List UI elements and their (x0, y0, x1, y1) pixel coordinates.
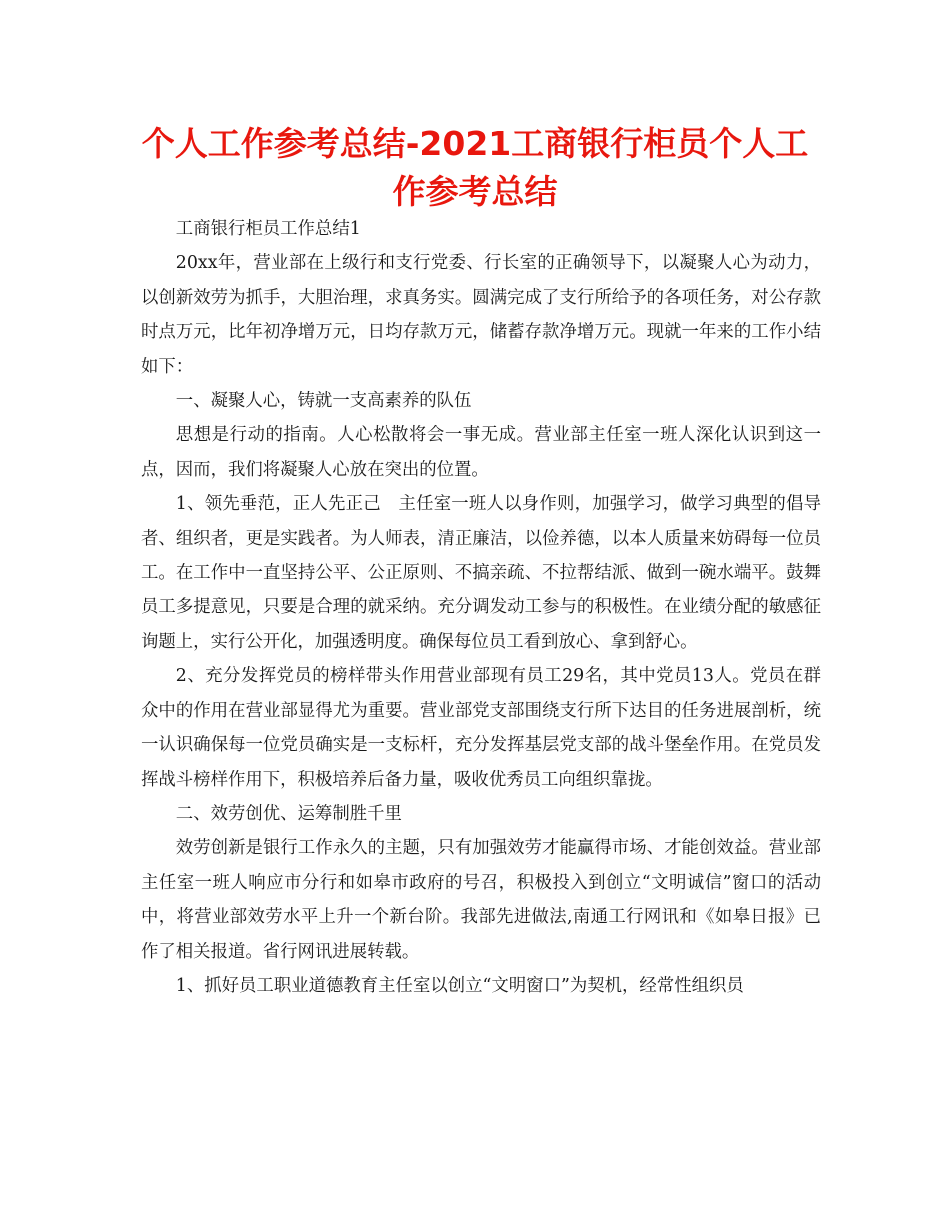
body-paragraph: 2、充分发挥党员的榜样带头作用营业部现有员工29名，其中党员13人。党员在群众中的作用在营业部显得尤为重要。营业部党支部围绕支行所下达目的任务进展剖析，统一认识确保每一位党员确实是一支标杆，充分发挥基层党支部的战斗堡垒作用。在党员发挥战斗榜样作用下，积极培养后备力量，吸收优秀员工向组织靠拢。 (141, 666, 821, 790)
body-paragraph: 1、领先垂范，正人先正己 主任室一班人以身作则，加强学习，做学习典型的倡导者、组织者，更是实践者。为人师表，清正廉洁，以俭养德，以本人质量来妨碍每一位员工。在工作中一直坚持公平、公正原则、不搞亲疏、不拉帮结派、做到一碗水端平。鼓舞员工多提意见，只要是合理的就采纳。充分调发动工参与的积极性。在业绩分配的敏感征询题上，实行公开化，加强透明度。确保每位员工看到放心、拿到舒心。 (141, 494, 821, 652)
body-paragraph: 效劳创新是银行工作永久的主题，只有加强效劳才能赢得市场、才能创效益。营业部主任室一班人响应市分行和如皋市政府的号召，积极投入到创立“文明诚信”窗口的活动中，将营业部效劳水平上升一个新台阶。我部先进做法,南通工行网讯和《如皋日报》已作了相关报道。省行网讯进展转载。 (141, 838, 821, 962)
body-paragraph: 20xx年，营业部在上级行和支行党委、行长室的正确领导下，以凝聚人心为动力，以创新效劳为抓手，大胆治理，求真务实。圆满完成了支行所给予的各项任务，对公存款时点万元，比年初净增万元，日均存款万元，储蓄存款净增万元。现就一年来的工作小结如下： (141, 253, 821, 377)
body-paragraph: 思想是行动的指南。人心松散将会一事无成。营业部主任室一班人深化认识到这一点，因而，我们将凝聚人心放在突出的位置。 (141, 425, 821, 480)
section-heading: 一、凝聚人心，铸就一支高素养的队伍 (175, 391, 472, 412)
section-heading: 工商银行柜员工作总结1 (175, 219, 361, 239)
document-title: 个人工作参考总结-2021工商银行柜员个人工作参考总结 (141, 124, 809, 211)
section-heading: 二、效劳创优、运筹制胜千里 (175, 803, 402, 824)
document-body (141, 212, 821, 1003)
body-paragraph: 1、抓好员工职业道德教育主任室以创立“文明窗口”为契机，经常性组织员 (175, 975, 744, 996)
